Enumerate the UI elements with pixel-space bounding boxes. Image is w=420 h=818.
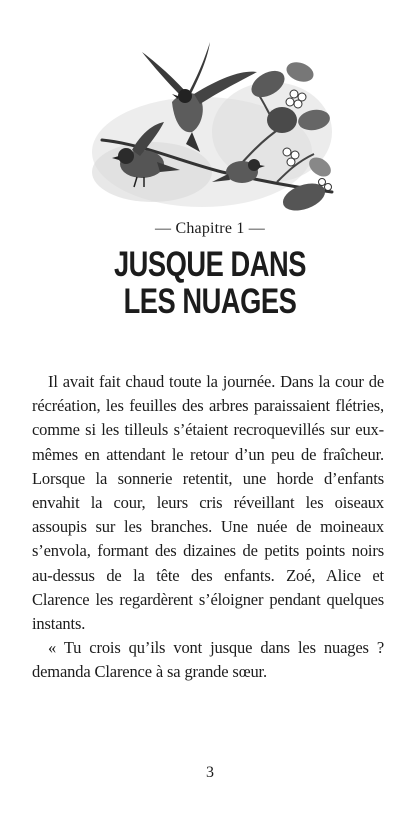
chapter-label: — Chapitre 1 —	[155, 220, 265, 237]
chapter-title-line-2: LES NUAGES	[123, 282, 297, 321]
page-number: 3	[206, 764, 214, 781]
chapter-title-line-1: JUSQUE DANS	[113, 245, 307, 284]
chapter-body-text	[32, 370, 384, 685]
paragraph-1: Il avait fait chaud toute la journée. Dans la cour de récréation, les feuilles des arbres paraissaient flétries, comme si les tilleuls s’étaient recroquevillés sur eux-mêmes en attendant le retour d’un peu de fraîcheur. Lorsque la sonnerie retentit, une horde d’enfants envahit la cour, leurs cris réveillant les oiseaux assoupis sur les branches. Une nuée de moineaux s’envola, formant des dizaines de petits points noirs au-dessus de la tête des enfants. Zoé, Alice et Clarence les regardèrent s’éloigner pendant quelques instants.	[32, 372, 384, 634]
birds-on-branch-illustration	[82, 22, 340, 222]
paragraph-2: « Tu crois qu’ils vont jusque dans les nuages ? demanda Clarence à sa grande sœur.	[32, 638, 384, 682]
chapter-title	[46, 246, 374, 320]
